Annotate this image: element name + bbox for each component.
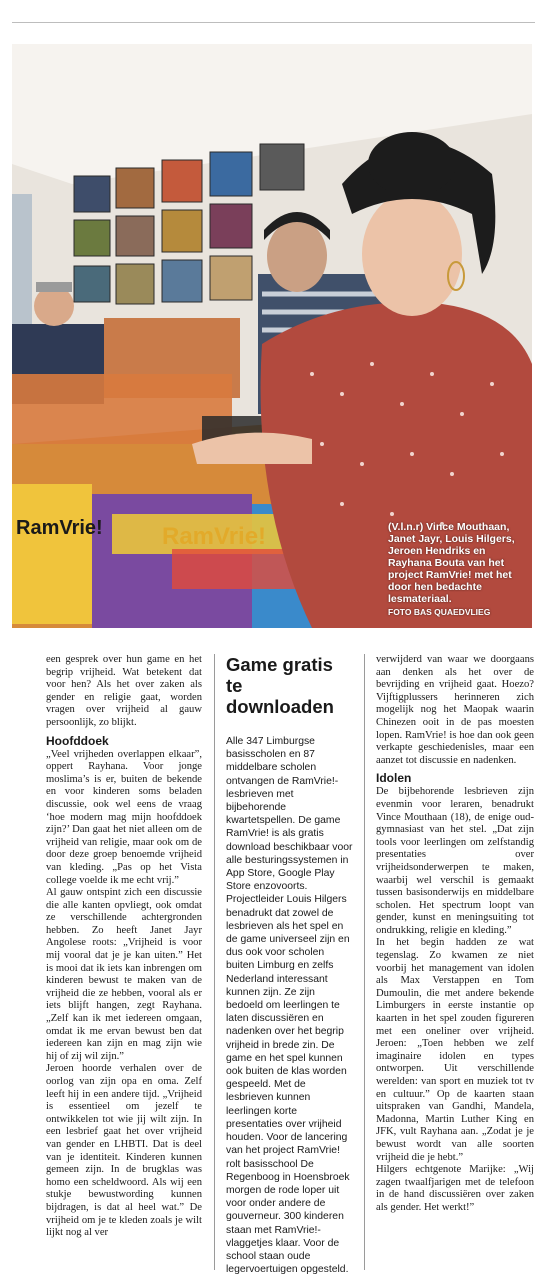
sidebar-box bbox=[226, 654, 354, 1276]
column-divider bbox=[214, 654, 215, 1270]
article-column-3 bbox=[376, 654, 534, 1215]
paragraph: Jeroen hoorde verhalen over de oorlog van zijn opa en oma. Zelf leeft hij in een andere tijd. „Vrijheid is essentieel om jezelf te ontwikkelen tot wie jij wilt zijn. In een lesbrief gaat het over vrijheid van gender en LHBTI. Dat is deel van je identiteit. Kinderen kunnen gemeen zijn. In de brugklas was homo een scheldwoord. Als wij een stukje bewustwording kunnen bijdragen, is dat al heel wat.” De vrijheid om je te kleden zoals je wilt lijkt nog al ver bbox=[46, 1063, 202, 1239]
box-text: Alle 347 Limburgse basisscholen en 87 middelbare scholen ontvangen de RamVrie!-lesbrieven met bijbehorende kwartetspellen. De game RamVrie! is als gratis download beschikbaar voor alle besturingssystemen in App Store, Google Play Store enzovoorts. Projectleider Louis Hilgers benadrukt dat zowel de lesbrieven als het spel en de game universeel zijn en dus ook voor scholen buiten Limburg en zelfs Nederland interessant kunnen zijn. Ze zijn bedoeld om leerlingen te laten discussiëren en nadenken over het begrip vrijheid in brede zin. De game en het spel kunnen ook buiten de klas worden gespeeld. Met de lesbrieven kunnen leerlingen korte presentaties over vrijheid houden. Voor de lancering van het project RamVrie! rolt basisschool De Regenboog in Hoensbroek morgen de rode loper uit voor onder andere de gouverneur. 300 kinderen staan met RamVrie!-vlaggetjes klaar. Voor de school staan oude legervoertuigen opgesteld. bbox=[226, 736, 353, 1276]
caption-text: (V.l.n.r) Vince Mouthaan, Janet Jayr, Louis Hilgers, Jeroen Hendriks en Rayhana Bouta van het project RamVrie! met het door hen bedachte lesmateriaal. bbox=[388, 521, 515, 605]
subheading-idolen: Idolen bbox=[376, 771, 412, 786]
paragraph: Al gauw ontspint zich een discussie die alle kanten opvliegt, ook omdat ze verschillende achtergronden hebben. Zo heeft Janet Jayr Angolese roots: „Vrijheid is voor mij vooral dat je je kan uiten.” Het is mooi dat ik iets kan inbrengen om kinderen bewust te maken van de vrijheid die ze hebben, vooral als er iets blijft hangen, zegt Rayhana. „Zelf kan ik met iedereen omgaan, omdat ik me ervan bewust ben dat iedereen kan zijn en mag zijn wie hij of zij wil zijn.” bbox=[46, 887, 202, 1062]
photo-credit: FOTO BAS QUAEDVLIEG bbox=[388, 607, 491, 617]
article-column-1 bbox=[46, 654, 202, 1240]
paragraph: De bijbehorende lesbrieven zijn evenmin voor leraren, benadrukt Vince Mouthaan (18), de enige oud-gymnasiast van het stel. „Dat zijn tools voor leerlingen om zelfstandig presentaties over vrijheidsonderwerpen te maken, waarbij wel verschil is gemaakt tussen basisonderwijs en middelbare scholen. Het spectrum loopt van gender, kunst en meningsuiting tot ondrukking, religie en kleding.” bbox=[376, 786, 534, 936]
photo-caption bbox=[388, 521, 516, 618]
paragraph: verwijderd van waar we doorgaans aan denken als het over de bevrijding en vrijheid gaat. Hoezo? Vijftigplussers herinneren zich mogelijk nog het Maopak waarin Chinezen ooit in de pas moesten lopen. RamVrie! is hoe dan ook geen verkapte geschiedenisles, maar een aanzet tot discussie en nadenken. bbox=[376, 654, 534, 766]
paragraph: In het begin hadden ze wat tegenslag. Zo kwamen ze niet voorbij het management van idolen als Max Verstappen en Tom Dumoulin, die met andere bekende Limburgers in eerste instantie op kaarten in het spel zouden figureren met een oneliner over vrijheid. Jeroen: „Toen hebben we zelf imaginaire idolen en types ontworpen. Uit verschillende werelden: van sport en muziek tot tv en cultuur.” Op de kaarten staan uitspraken van Gandhi, Mandela, Madonna, Martin Luther King en JFK, vult Rayhana aan. „Zodat je je bewust wordt van alle soorten vrijheid die je hebt.” bbox=[376, 937, 534, 1163]
box-title: Game gratis te downloaden bbox=[226, 654, 334, 717]
paragraph: „Veel vrijheden overlappen elkaar”, oppert Rayhana. Voor jonge moslima’s is er, buiten de bekende en voor kinderen soms beladen discussie, ook wel eens de vraag ‘hoe modern mag mijn hoofddoek zijn?’ Dan gaat het niet alleen om de vrijheid van religie, maar ook om de door deze groep benoemde vrijheid van kleding. „Pas op het Vista college voelde ik me echt vrij.” bbox=[46, 748, 202, 886]
subheading-hoofddoek: Hoofddoek bbox=[46, 733, 109, 748]
top-rule bbox=[12, 22, 535, 23]
column-divider bbox=[364, 654, 365, 1270]
paragraph: een gesprek over hun game en het begrip vrijheid. Wat betekent dat voor hen? Als het over zaken als gender en religie gaat, worden vragen over vrijheid al gauw persoonlijk, zo blijkt. bbox=[46, 654, 202, 728]
paragraph: Hilgers echtgenote Marijke: „Wij zagen twaalfjarigen met de telefoon in de hand discussiëren over zaken als gender. Het werkt!” bbox=[376, 1164, 534, 1213]
game-box-logo-2: RamVrie! bbox=[162, 523, 267, 550]
game-box-logo: RamVrie! bbox=[16, 517, 103, 539]
article-photo bbox=[12, 44, 532, 628]
